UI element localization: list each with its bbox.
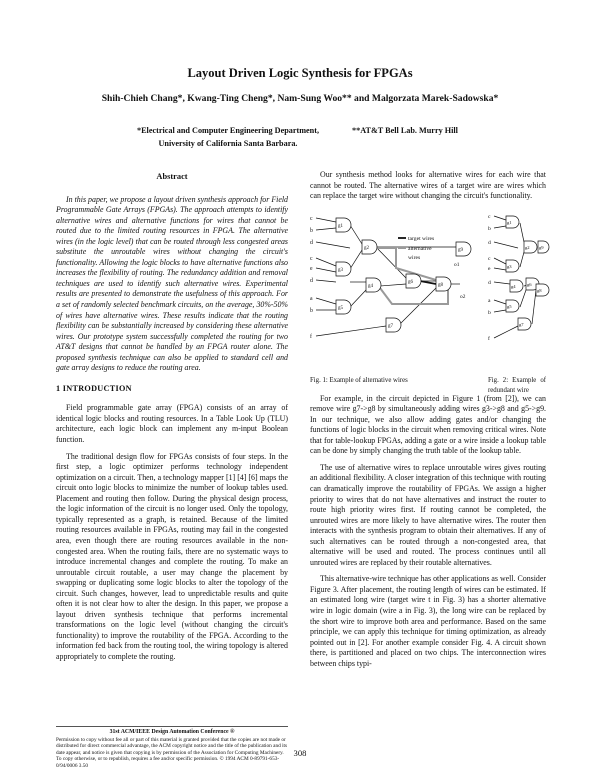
fig1-gate-label: g7 <box>388 323 393 329</box>
fig2-gate-label: g1 <box>507 219 512 225</box>
fig2-input-label: d <box>488 239 491 246</box>
paragraph: The use of alternative wires to replace unroutable wires gives routing an additional flexibility. A closer integration of this technique with routing can dramatically improve the routability of FPGAs. We assign a higher priority to wires that do not have alternatives and instruct the router to route high priority wires first. If routing cannot be completed, the unrouted wires are more likely to have alternative wires. The router then interacts with the synthesis program to obtain their alternatives. If any of such alternatives can be routed through a non-congested area, that alternative will be used and routed. The process continues until all unrouted wires are replaced by their routable alternatives. <box>310 462 546 567</box>
fig2-input-label: b <box>488 309 491 316</box>
fig1-gate-label: g9 <box>458 247 463 253</box>
fig1-legend-alt: wires <box>408 254 421 261</box>
fig2-input-label: c <box>488 213 491 220</box>
fig1-input-label: b <box>310 307 313 314</box>
figure-2-gates <box>506 216 549 330</box>
paragraph: Field programmable gate array (FPGA) consists of an array of identical logic blocks and routing resources. In a Table Look Up (TLU) architecture, each logic block can implement any m-input Boolean function. <box>56 403 288 445</box>
fig1-output-label: o2 <box>460 293 466 300</box>
fig1-input-label: c <box>310 215 313 222</box>
section-heading: 1 INTRODUCTION <box>56 383 132 393</box>
fig1-gate-label: g2 <box>364 245 369 251</box>
fig2-gate-label: g8 <box>537 287 542 293</box>
figures-row <box>310 208 546 395</box>
fig2-input-label: f <box>488 335 490 342</box>
right-column <box>310 170 546 675</box>
page-number: 308 <box>293 748 307 758</box>
fig2-input-label: b <box>488 225 491 232</box>
abstract-heading: Abstract <box>156 172 188 181</box>
paragraph: For example, in the circuit depicted in Figure 1 (from [2]), we can remove wire g7->g8 by simultaneously adding wires g3->g8 and g5->g9. In our technique, we also allow adding gates and/or changing the functions of logic blocks in the circuit when removing critical wires. Note that for table-lookup FPGAs, adding a gate or a wire inside a lookup table can be done by simply changing the truth table of the lookup table. <box>310 393 546 456</box>
fig1-input-label: e <box>310 265 313 272</box>
fig2-input-label: c <box>488 255 491 262</box>
fig2-gate-label: g3 <box>507 263 512 269</box>
fig1-gate-label: g1 <box>338 223 343 229</box>
fig2-gate-label: g6 <box>527 281 532 287</box>
fig1-input-label: a <box>310 295 313 302</box>
fig2-input-label: e <box>488 265 491 272</box>
paper-title: Layout Driven Logic Synthesis for FPGAs <box>187 66 413 80</box>
fig1-gate-label: g3 <box>338 267 343 273</box>
author-list: Shih-Chieh Chang*, Kwang-Ting Cheng*, Nam-Sung Woo** and Malgorzata Marek-Sadowska* <box>101 93 499 104</box>
fig2-input-label: d <box>488 279 491 286</box>
fig1-gate-label: g5 <box>338 305 343 311</box>
fig1-input-label: d <box>310 239 313 246</box>
fig2-input-label: a <box>488 297 491 304</box>
affiliation-ucsb <box>108 124 348 150</box>
conference-line: 31st ACM/IEEE Design Automation Conference ® <box>109 729 235 735</box>
affiliation-line: *Electrical and Computer Engineering Department, <box>137 126 319 135</box>
fig1-gate-label: g8 <box>438 282 443 288</box>
fig1-output-label: o1 <box>454 261 460 268</box>
permission-text: Permission to copy without fee all or part of this material is granted provided that the copies are not made or distributed for direct commercial advantage, the ACM copyright notice and the title of the publication and its date appear, and notice is given that copying is by permission of the Association for Computing Machinery. To copy otherwise, or to republish, requires a fee and/or specific permission. © 1994 ACM 0-89791-653-0/94/0006 3.50 <box>56 736 288 769</box>
left-column <box>56 172 288 669</box>
figure-2-labels <box>488 214 544 342</box>
fig2-gate-label: g5 <box>507 303 512 309</box>
fig1-input-label: b <box>310 227 313 234</box>
fig2-gate-label: g9 <box>539 244 544 250</box>
fig2-gate-label: g2 <box>525 244 530 250</box>
fig1-legend-target: target wires <box>408 235 435 242</box>
fig1-gate-label: g4 <box>368 283 373 289</box>
fig1-input-label: f <box>310 333 312 340</box>
affiliation-line: University of California Santa Barbara. <box>158 139 298 148</box>
figure-1-caption: Fig. 1: Example of alternative wires <box>310 376 408 384</box>
affiliation-att <box>352 124 512 137</box>
fig1-input-label: c <box>310 255 313 262</box>
affiliation-line: **AT&T Bell Lab. Murry Hill <box>352 126 458 135</box>
paragraph: The traditional design flow for FPGAs consists of four steps. In the first step, a logic optimizer performs technology independent optimization on a circuit. Then, a technology mapper [1] [4] [6] maps the circuit onto logic blocks to minimize the number of lookup tables used. Placement and routing then follow. During the physical design process, the logic information of the circuit is no longer used. Only the topology, typically represented as a graph, is retained. Because of the limited routing resources available in FPGAs, routing may fail in the congested area, even though there are routing resources available in the non-congested area. When the routing fails, there are no systematic ways to introduce incremental changes and complete the routing. To make an unroutable circuit routable, a user may change the placement by swapping or duplicating some logic blocks to alter the topology of the circuit. Such changes, however, lead to unpredictable results and quite often it is not clear how to alter the design. In this paper, we propose a layout driven synthesis technique that performs incremental transformations on the logic level (without changing the circuit's functionality) to improve the routability of the FPGA. According to the information fed back from the routing tool, the wiring topology is altered appropriately to complete the routing. <box>56 451 288 661</box>
fig1-legend-alt: alternative <box>408 245 432 252</box>
fig2-gate-label: g4 <box>511 283 516 289</box>
fig1-input-label: d <box>310 277 313 284</box>
figure-2-caption: Fig. 2: Example of redundant wire <box>488 376 546 395</box>
paragraph: Our synthesis method looks for alternative wires for each wire that cannot be routed. The alternative wires of a target wire are wires which can replace the target wire without changing the circuit's functionality. <box>310 170 546 201</box>
figure-1-and-2 <box>310 208 550 374</box>
fig1-gate-label: g6 <box>408 279 413 285</box>
paragraph: This alternative-wire technique has other applications as well. Consider Figure 3. After placement, the routing length of wires can be estimated. If an estimated long wire (target wire t in Fig. 3) has a shorter alternative wire in logic domain (wire a in Fig. 3), the long wire can be replaced by the short wire to improve both area and performance. Based on the same principle, we can apply this technique for timing optimization, as already pointed out in [2]. For another example consider Fig. 4. A circuit shown there, is partitioned and placed on two chips. The interconnection wires between chips typi- <box>310 574 546 668</box>
abstract-text: In this paper, we propose a layout driven synthesis approach for Field Programmable Gate Arrays (FPGAs). The approach attempts to identify alternative wires and alternative functions for wires that cannot be routed due to the limited routing resources in FPGA. The alternative wires (in the logic level) that can be routed through less congested areas substitute the unroutable wires without changing the circuit's functionality. Allowing the logic blocks to have alternative functions also increases the flexibility of routing. The redundancy addition and removal techniques are used to identify such alternative wires. Experimental results are presented to demonstrate the usefulness of this approach. For a set of randomly selected benchmark circuits, on the average, 30%-50% of wires have alternative wires. These results indicate that the routing flexibility can be substantially increased by considering these alternative wires. Our prototype system successfully completed the routing for two AT&T designs that cannot be handled by an FPGA router alone. The proposed synthesis technique can also be applied to standard cell and gate array designs to reduce the routing area. <box>56 194 288 373</box>
fig2-gate-label: g7 <box>519 321 524 327</box>
